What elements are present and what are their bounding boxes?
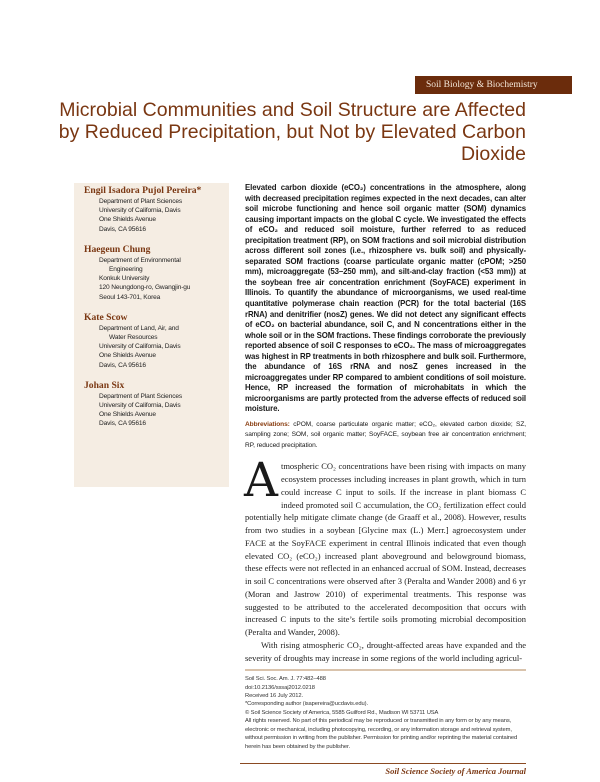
abbreviations-text: cPOM, coarse particulate organic matter; eCO₂, elevated carbon dioxide; SZ, sampling zone; SOM, soil organic matter; SoyFACE, soybean free air concentration enrichment; RP, reduced precipitation. [245, 421, 526, 449]
affiliation-line: One Shields Avenue [99, 411, 156, 419]
affiliation-line: 120 Neungdong-ro, Gwangjin-gu [99, 284, 191, 292]
affiliation [84, 324, 229, 370]
affiliation [84, 256, 229, 302]
affiliation-line: Water Resources [109, 334, 158, 342]
divider [245, 669, 526, 671]
article-title: Microbial Communities and Soil Structure are Affected by Reduced Precipitation, but Not by Elevated Carbon Dioxide [58, 99, 526, 165]
affiliation-line: One Shields Avenue [99, 216, 156, 224]
author-affiliations [74, 183, 229, 487]
affiliation-line: Davis, CA 95616 [99, 420, 146, 428]
footer-rule [240, 763, 526, 765]
affiliation-line: Konkuk University [99, 275, 150, 283]
main-column [245, 183, 526, 777]
citation: Soil Sci. Soc. Am. J. 77:482–488 [245, 676, 326, 683]
body-paragraph [244, 453, 526, 639]
author-name: Engil Isadora Pujol Pereira* [84, 185, 202, 196]
affiliation-line: University of California, Davis [99, 402, 181, 410]
affiliation [84, 197, 229, 234]
author-name: Kate Scow [84, 311, 128, 323]
body-paragraph: With rising atmospheric CO₂, drought-affected areas have expanded and the severity of droughts may increase in some regions of the world including agricul- [245, 639, 526, 663]
affiliation-line: Seoul 143-701, Korea [99, 293, 161, 301]
affiliation-line: Davis, CA 95616 [99, 225, 146, 233]
rights-statement: All rights reserved. No part of this periodical may be reproduced or transmitted in any form or by any means, electronic or mechanical, including photocopying, recording, or any information storage and retrieval system, without permission in writing from the publisher. Permission for printing and/or reprinting the material contained herein has been obtained by the publisher. [245, 718, 518, 750]
journal-name: Soil Science Society of America Journal [385, 766, 526, 777]
corresponding-author: *Corresponding author (isapereira@ucdavis.edu). [245, 701, 368, 708]
doi: doi:10.2136/sssaj2012.0218 [245, 684, 315, 691]
author-block [84, 244, 229, 302]
affiliation-line: Department of Plant Sciences [99, 198, 183, 205]
copyright: © Soil Science Society of America, 5585 Guilford Rd., Madison WI 53711 USA [245, 709, 439, 716]
affiliation-line: Department of Land, Air, and [99, 324, 179, 332]
affiliation-line: Department of Plant Sciences [99, 392, 183, 400]
affiliation-line: Davis, CA 95616 [99, 361, 146, 369]
paragraph-text: tmospheric CO₂ concentrations have been rising with impacts on many ecosystem processes including increases in plant growth, which in turn could increase C input to soils. If the increase in plant biomass C indeed promoted soil C accumulation, the CO₂ fertilization effect could potentially help mitigate climate change (de Graaff et al., 2008). However, results from two studies in a soybean [Glycine max (L.) Merr.] agroecosystem under FACE at the SoyFACE experiment in central Illinois indicated that even though elevated CO₂ (eCO₂) increased plant aboveground and belowground biomass, these effects were not reflected in an enhanced accrual of SOM. Instead, decreases in soil C concentrations were observed after 3 (Peralta and Wander 2008) and 6 yr (Moran and Jastrow 2010) of experimental treatments. This response was suggested to be attributed to the accelerated decomposition that occurs with increased C inputs to the site’s fertile soils promoting microbial decomposition (Peralta and Wander, 2008). [245, 461, 526, 637]
body-text [244, 453, 526, 664]
author-block [84, 185, 229, 234]
author-name: Haegeun Chung [84, 243, 151, 255]
drop-cap: A [244, 453, 278, 509]
author-block [84, 312, 229, 370]
abstract: Elevated carbon dioxide (eCO₂) concentrations in the atmosphere, along with decreased precipitation regimes expected in the next decades, can alter soil microbe functioning and hence soil organic matter (SOM) dynamics causing important impacts on the global C cycle. We investigated the effects of eCO₂ and reduced soil moisture, further referred to as reduced precipitation treatment (RP), on SOM fractions and soil microbial distribution across different soil zones (i.e., rhizosphere vs. bulk soil) and physically-separated SOM fractions (coarse particulate organic matter (cPOM; >250 mm), microaggregate (53–250 mm), and silt-and-clay fraction (<53 mm)) at the soybean free air concentration enrichment (SoyFACE) experiment in Illinois. To quantify the abundance of microorganisms, we used real-time quantitative polymerase chain reaction (PCR) for the total bacterial (16S rRNA) and denitrifier (nosZ) genes. We did not detect any significant effects of eCO₂ on bacterial abundance, soil C, and N concentrations either in the whole soil or in the SOM fractions. These findings corroborate the previously reported absence of soil C responses to eCO₂. The mass of microaggregates was highest in RP treatments in both rhizosphere and bulk soil. Furthermore, the abundance of 16S rRNA and nosZ genes increased in the microaggregates under RP compared to ambient conditions of soil moisture. Hence, RP increased the formation of microhabitats in which the microorganisms are partly protected from the adverse effects of reduced soil moisture. [245, 183, 526, 414]
affiliation-line: University of California, Davis [99, 207, 181, 215]
article-notes [245, 675, 526, 751]
affiliation-line: One Shields Avenue [99, 352, 156, 360]
affiliation-line: Engineering [109, 266, 143, 274]
affiliation [84, 392, 229, 429]
section-label: Soil Biology & Biochemistry [415, 76, 572, 94]
abbreviations-label: Abbreviations: [245, 421, 290, 429]
received-date: Received 16 July 2012. [245, 693, 304, 700]
author-name: Johan Six [84, 379, 125, 391]
affiliation-line: University of California, Davis [99, 343, 181, 351]
author-block [84, 380, 229, 429]
affiliation-line: Department of Environmental [99, 256, 181, 264]
abbreviations [245, 420, 526, 451]
